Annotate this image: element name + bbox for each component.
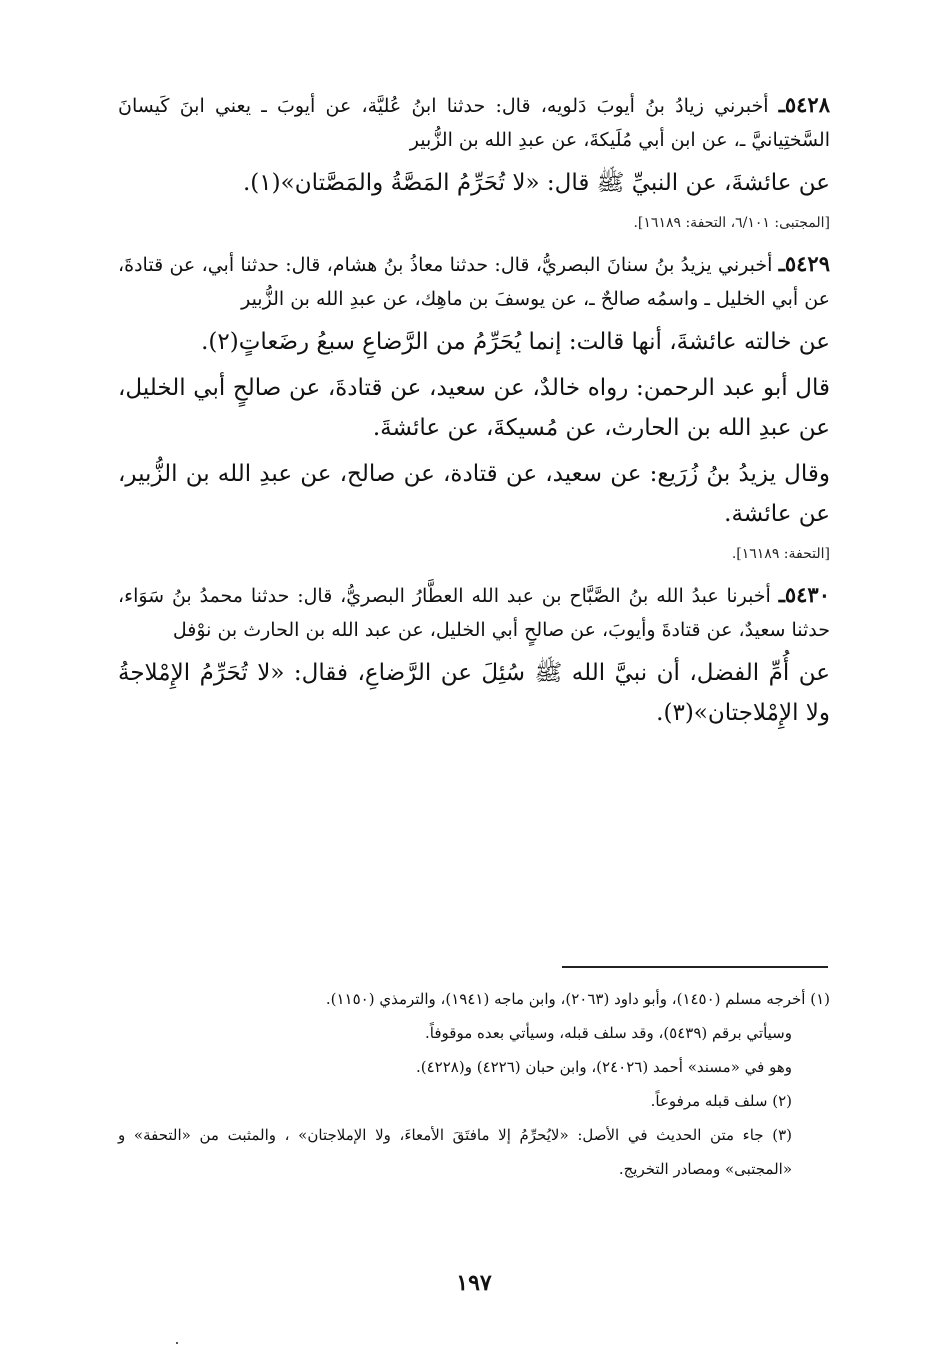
- hadith-5429-reference: [التحفة: ١٦١٨٩].: [731, 546, 830, 562]
- footnote-3: (٣) جاء متن الحديث في الأصل: «لايُحرِّمُ إلا مافتَقَ الأمعاءَ، ولا الإملاجتان» ، والمثبت من «التحفة» و «المجتبى» ومصادر التخريج.: [118, 1126, 792, 1178]
- hadith-number: ٥٤٣٠ـ: [778, 582, 830, 607]
- hadith-5429-comment-yazid: وقال يزيدُ بنُ زُرَيع: عن سعيد، عن قتادة، عن صالح، عن عبدِ الله بن الزُّبير، عن عائشة.: [118, 461, 830, 527]
- hadith-5428-matn: عن عائشةَ، عن النبيِّ ﷺ قال: «لا تُحَرِّمُ المَصَّةُ والمَصَّتان»(١).: [243, 170, 830, 196]
- scan-speck: [176, 1342, 178, 1344]
- footnote-1-musnad: وهو في «مسند» أحمد (٢٤٠٢٦)، وابن حبان (٤٢٢٦) و(٤٢٢٨).: [415, 1058, 792, 1076]
- hadith-5430-matn: عن أُمِّ الفضل، أن نبيَّ الله ﷺ سُئِلَ عن الرَّضاعِ، فقال: «لا تُحَرِّمُ الإِمْلاجةُ ولا الإِمْلاجتان»(٣).: [118, 660, 830, 726]
- footnote-separator: [562, 966, 828, 968]
- footnote-2: (٢) سلف قبله مرفوعاً.: [650, 1092, 792, 1110]
- page-body: [118, 88, 830, 733]
- isnad-text: أخبرني زيادُ بنُ أيوبَ دَلويه، قال: حدثنا ابنُ عُليَّة، عن أيوبَ ـ يعني ابنَ كَيسانَ السَّختِيانيَّ ـ، عن ابن أبي مُلَيكةَ، عن عبدِ الله بن الزُّبير: [118, 95, 830, 151]
- isnad-text: أخبرنا عبدُ الله بنُ الصَّبَّاح بن عبد الله العطَّارُ البصريُّ، قال: حدثنا محمدُ بنُ سَوَاء، حدثنا سعيدٌ، عن قتادةَ وأيوبَ، عن صالحٍ أبي الخليل، عن عبد الله بن الحارث بن نوْفل: [118, 585, 830, 641]
- hadith-5429-matn: عن خالته عائشةَ، أنها قالت: إنما يُحَرِّمُ من الرَّضاعِ سبعُ رضَعاتٍ(٢).: [201, 329, 830, 355]
- hadith-5428-reference: [المجتبى: ٦/١٠١، التحفة: ١٦١٨٩].: [633, 215, 830, 231]
- isnad-text: أخبرني يزيدُ بنُ سنانَ البصريُّ، قال: حدثنا معاذُ بنُ هشام، قال: حدثنا أبي، عن قتادةَ، عن أبي الخليل ـ واسمُه صالحٌ ـ، عن يوسفَ بن ماهِك، عن عبدِ الله بن الزُّبير: [118, 254, 830, 310]
- hadith-5429-comment-abu-abd-al-rahman: قال أبو عبد الرحمن: رواه خالدٌ، عن سعيد، عن قتادةَ، عن صالحٍ أبي الخليل، عن عبدِ الله بن الحارث، عن مُسيكةَ، عن عائشةَ.: [118, 375, 830, 441]
- hadith-5429-isnad: [118, 247, 830, 316]
- footnote-1: (١) أخرجه مسلم (١٤٥٠)، وأبو داود (٢٠٦٣)، وابن ماجه (١٩٤١)، والترمذي (١١٥٠).: [325, 990, 830, 1008]
- footnote-1-continuation: وسيأتي برقم (٥٤٣٩)، وقد سلف قبله، وسيأتي بعده موقوفاً.: [425, 1024, 792, 1042]
- hadith-5430-isnad: [118, 578, 830, 647]
- hadith-5428-isnad: [118, 88, 830, 157]
- footnotes: [118, 982, 830, 1186]
- page-number: ١٩٧: [456, 1270, 492, 1296]
- hadith-number: ٥٤٢٩ـ: [778, 251, 830, 276]
- hadith-number: ٥٤٢٨ـ: [778, 92, 830, 117]
